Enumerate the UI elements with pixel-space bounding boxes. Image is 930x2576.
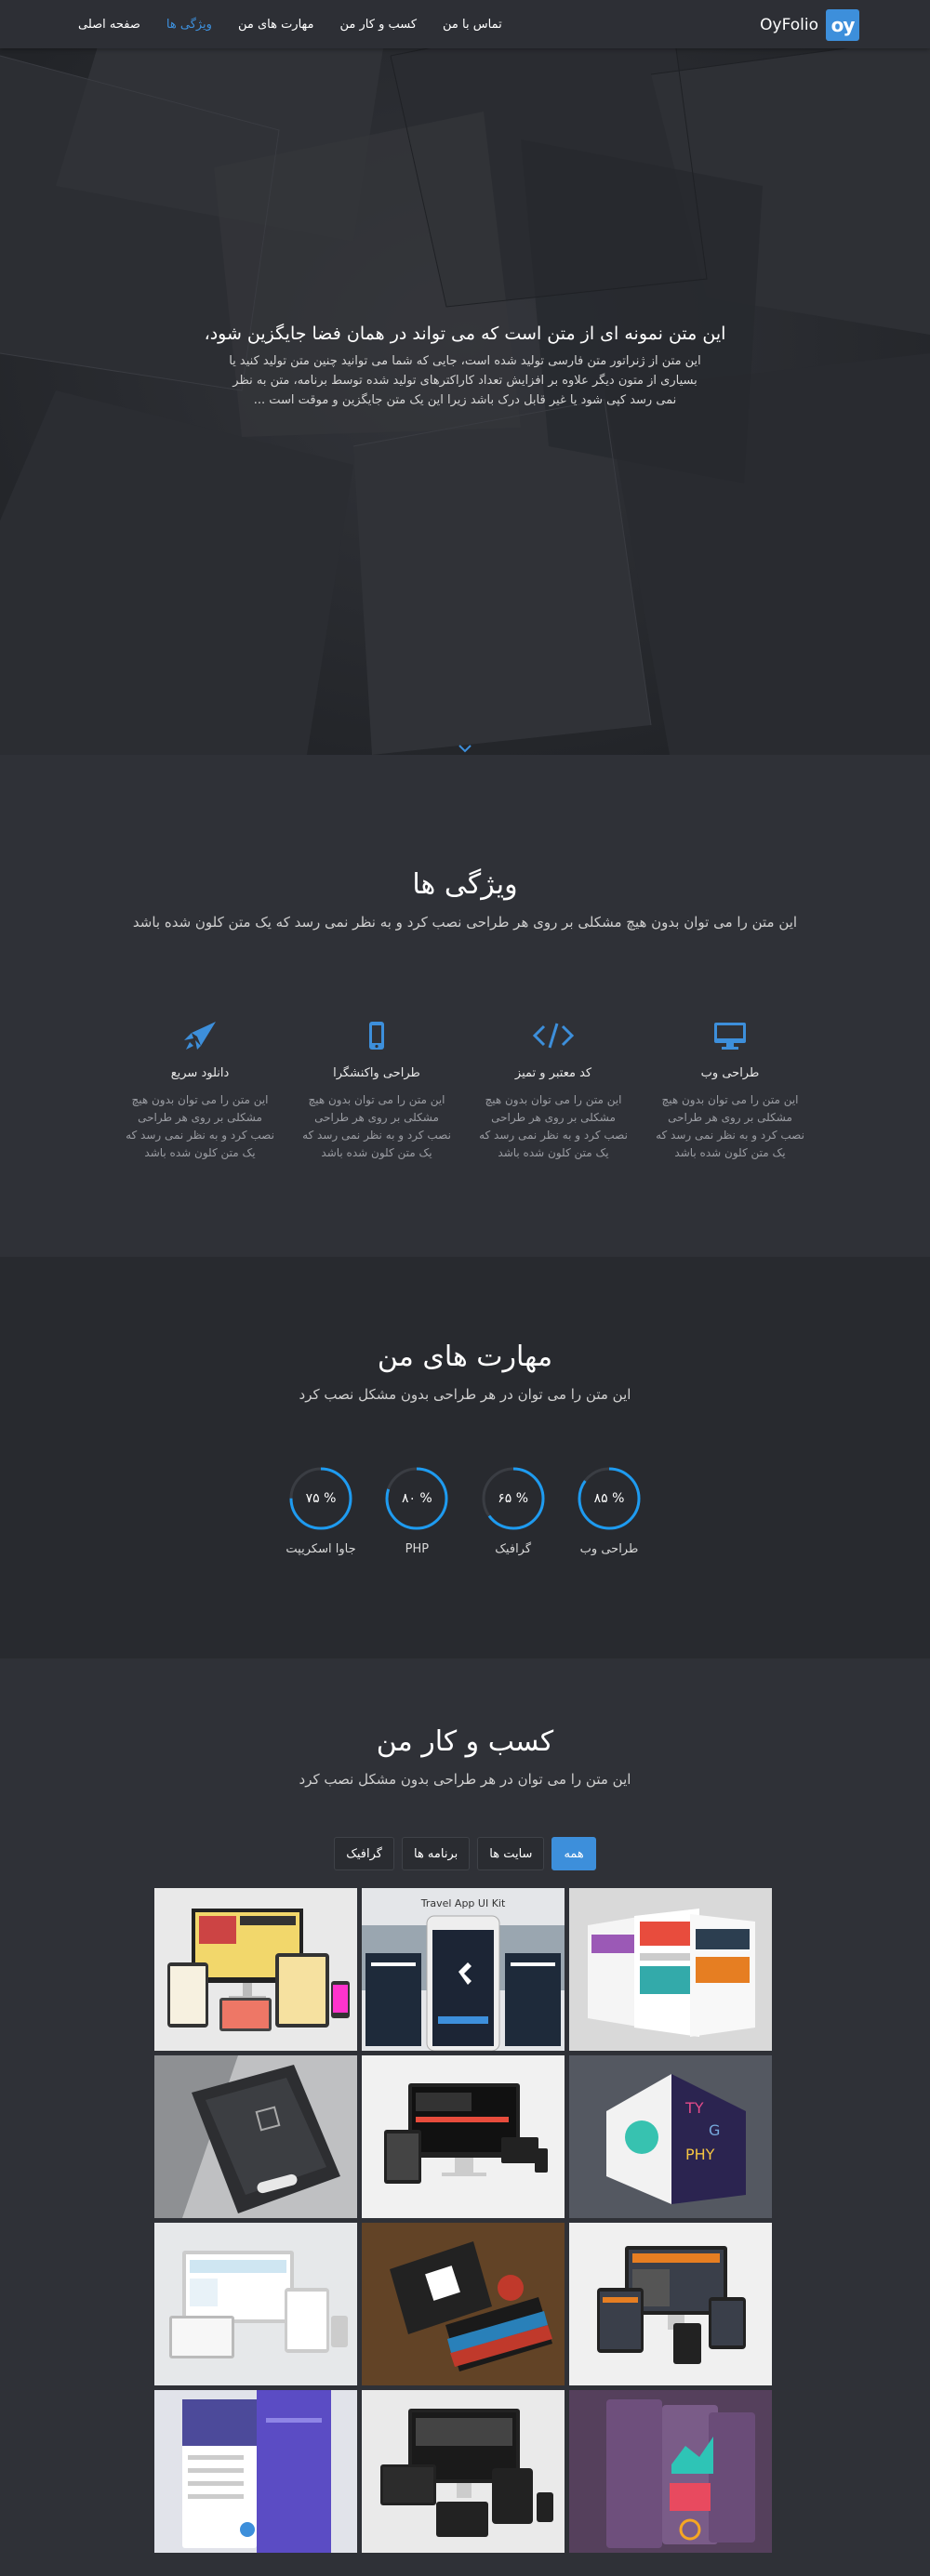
skills-list bbox=[284, 1466, 646, 1556]
brand-name: OyFolio bbox=[760, 16, 818, 34]
devices-dark-web-image bbox=[362, 2390, 565, 2553]
portfolio-item[interactable] bbox=[154, 2223, 357, 2385]
feature-item bbox=[288, 1018, 465, 1162]
feature-title: طراحی واکنشگرا bbox=[333, 1066, 420, 1080]
filter-graphic-button[interactable]: گرافیک bbox=[334, 1837, 394, 1870]
skill-progress-ring bbox=[384, 1466, 449, 1531]
svg-text:G: G bbox=[709, 2121, 721, 2139]
nav-menu bbox=[65, 0, 515, 48]
monitor-dark-image bbox=[362, 2055, 565, 2218]
feature-title: دانلود سریع bbox=[170, 1066, 230, 1080]
skill-name: گرافیک bbox=[495, 1542, 532, 1556]
phone-dark-image bbox=[154, 2055, 357, 2218]
portfolio-grid bbox=[154, 1888, 776, 2553]
devices-white-image bbox=[154, 2223, 357, 2385]
nav-item-portfolio[interactable]: کسب و کار من bbox=[339, 17, 418, 32]
portfolio-item[interactable] bbox=[569, 1888, 772, 2051]
chevron-down-icon[interactable] bbox=[456, 740, 474, 751]
code-icon bbox=[479, 1018, 628, 1053]
features-list bbox=[112, 1018, 818, 1162]
travel-app-image bbox=[362, 1888, 565, 2051]
svg-text:TY: TY bbox=[685, 2099, 704, 2117]
web-pages-image bbox=[569, 1888, 772, 2051]
feature-text: این متن را می توان بدون هیچ مشکلی بر روی هر طراحی نصب کرد و به نظر نمی رسد که یک متن کلون شده باشد bbox=[302, 1093, 451, 1159]
feature-item bbox=[112, 1018, 288, 1162]
skill-item bbox=[379, 1466, 454, 1556]
skill-item bbox=[572, 1466, 646, 1556]
skill-name: جاوا اسکریپت bbox=[286, 1542, 356, 1556]
portfolio-item[interactable] bbox=[569, 2223, 772, 2385]
rocket-icon bbox=[126, 1018, 274, 1053]
portfolio-item[interactable] bbox=[154, 2390, 357, 2553]
feature-item bbox=[465, 1018, 642, 1162]
svg-text:PHY: PHY bbox=[685, 2146, 715, 2163]
phone-purple-image bbox=[569, 2390, 772, 2553]
feature-title: کد معتبر و تمیز bbox=[514, 1066, 592, 1080]
skill-progress-ring bbox=[288, 1466, 353, 1531]
nav-item-contact[interactable]: تماس با من bbox=[443, 17, 502, 32]
skill-progress-ring bbox=[481, 1466, 546, 1531]
skills-section bbox=[0, 1257, 930, 1658]
features-section bbox=[0, 755, 930, 1257]
feature-text: این متن را می توان بدون هیچ مشکلی بر روی هر طراحی نصب کرد و به نظر نمی رسد که یک متن کلون شده باشد bbox=[126, 1093, 274, 1159]
portfolio-item[interactable] bbox=[569, 2390, 772, 2553]
hero-title: این متن نمونه ای از متن است که می تواند در همان فضا جایگزین شود، bbox=[204, 324, 726, 344]
skill-name: PHP bbox=[405, 1542, 430, 1556]
feature-text: این متن را می توان بدون هیچ مشکلی بر روی هر طراحی نصب کرد و به نظر نمی رسد که یک متن کلون شده باشد bbox=[656, 1093, 804, 1159]
portfolio-item[interactable] bbox=[362, 2223, 565, 2385]
skill-percent: % ۸۵ bbox=[593, 1491, 625, 1506]
nav-item-home[interactable]: صفحه اصلی bbox=[78, 17, 140, 32]
hero-body: این متن از ژنراتور متن فارسی تولید شده است، جایی که شما می توانید چنین متن تولید کنید یا بسیاری از متون دیگر علاوه بر افزایش تعداد کاراکترهای تولید شده توسط برنامه، متن به نظر نمی رسد کپی شود یا غیر قابل درک باشد زیرا این یک متن جایگزین و موقت است ... bbox=[229, 354, 701, 407]
monitor-icon bbox=[656, 1018, 804, 1053]
portfolio-item[interactable] bbox=[154, 2055, 357, 2218]
skill-percent: % ۷۵ bbox=[305, 1491, 337, 1506]
skill-name: طراحی وب bbox=[579, 1542, 639, 1556]
skills-subtitle: این متن را می توان در هر طراحی بدون مشکل نصب کرد bbox=[299, 1386, 631, 1403]
feature-item bbox=[642, 1018, 818, 1162]
app-purple-image bbox=[154, 2390, 357, 2553]
filter-apps-button[interactable]: برنامه ها bbox=[402, 1837, 470, 1870]
devices-mockup-image bbox=[154, 1888, 357, 2051]
nav-item-skills[interactable]: مهارت های من bbox=[237, 17, 314, 32]
feature-title: طراحی وب bbox=[700, 1066, 760, 1080]
portfolio-filters bbox=[0, 1837, 930, 1870]
brand[interactable] bbox=[760, 9, 859, 41]
filter-sites-button[interactable]: سایت ها bbox=[477, 1837, 544, 1870]
skill-percent: % ۶۵ bbox=[498, 1491, 529, 1506]
portfolio-subtitle: این متن را می توان در هر طراحی بدون مشکل نصب کرد bbox=[299, 1771, 631, 1788]
features-subtitle: این متن را می توان بدون هیچ مشکلی بر روی هر طراحی نصب کرد و به نظر نمی رسد که یک متن کلون شده باشد bbox=[132, 914, 798, 931]
portfolio-item[interactable] bbox=[569, 2055, 772, 2218]
portfolio-item[interactable] bbox=[362, 1888, 565, 2051]
business-cards-image bbox=[362, 2223, 565, 2385]
typography-card-image bbox=[569, 2055, 772, 2218]
hero-content bbox=[0, 324, 930, 410]
hero-section bbox=[0, 0, 930, 755]
navbar bbox=[0, 0, 930, 48]
features-title: ویژگی ها bbox=[412, 868, 518, 901]
portfolio-section bbox=[0, 1658, 930, 2576]
brand-logo: oy bbox=[826, 9, 859, 41]
nav-item-features[interactable]: ویژگی ها bbox=[166, 17, 212, 32]
skill-item bbox=[476, 1466, 551, 1556]
tile-caption: Travel App UI Kit bbox=[420, 1897, 506, 1909]
portfolio-item[interactable] bbox=[362, 2055, 565, 2218]
devices-orange-image bbox=[569, 2223, 772, 2385]
skill-progress-ring bbox=[577, 1466, 642, 1531]
skill-percent: % ۸۰ bbox=[401, 1491, 432, 1506]
skills-title: مهارت های من bbox=[377, 1341, 553, 1373]
filter-all-button[interactable]: همه bbox=[551, 1837, 595, 1870]
portfolio-title: کسب و کار من bbox=[376, 1725, 554, 1758]
skill-item bbox=[284, 1466, 358, 1556]
feature-text: این متن را می توان بدون هیچ مشکلی بر روی هر طراحی نصب کرد و به نظر نمی رسد که یک متن کلون شده باشد bbox=[479, 1093, 628, 1159]
portfolio-item[interactable] bbox=[362, 2390, 565, 2553]
portfolio-item[interactable] bbox=[154, 1888, 357, 2051]
mobile-icon bbox=[302, 1018, 451, 1053]
